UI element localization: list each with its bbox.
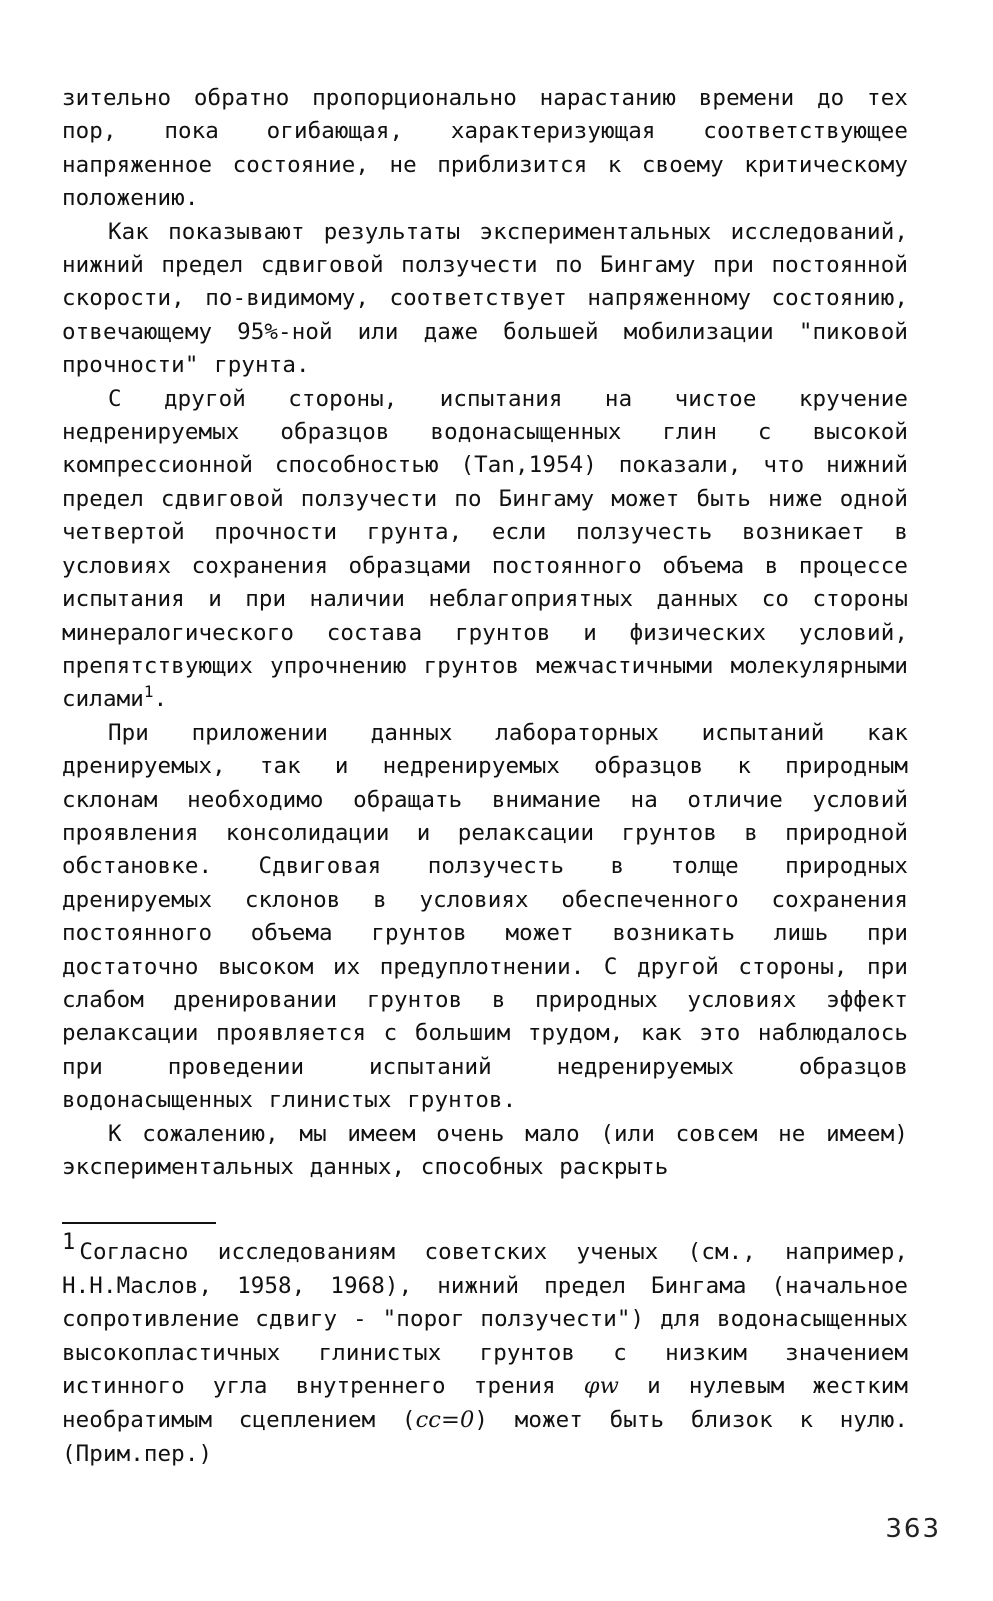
paragraph-3 <box>62 383 908 717</box>
footnote-part-3: ) может быть близок к нулю. (Прим.пер.) <box>62 1406 908 1467</box>
footnote-text <box>62 1230 909 1471</box>
main-text <box>62 82 908 1192</box>
paragraph-4: При приложении данных лабораторных испытаний как дренируемых, так и недренируемых образцов к природным склонам необходимо обращать внимание на отличие условий проявления консолидации и релаксации грунтов в природной обстановке. Сдвиговая ползучесть в толще природных дренируемых склонов в условиях обеспеченного сохранения постоянного объема грунтов может возникать лишь при достаточно высоком их предуплотнении. С другой стороны, при слабом дренировании грунтов в природных условиях эффект релаксации проявляется с большим трудом, как это наблюдалось при проведении испытаний недренируемых образцов водонасыщенных глинистых грунтов. <box>62 719 908 1114</box>
page-body <box>62 82 908 1192</box>
footnote-mark: 1 <box>62 1230 76 1255</box>
footnote-part-2: и нулевым жестким необратимым сцеплением ( <box>62 1373 909 1433</box>
paragraph-2: Как показывают результаты экспериментальных исследований, нижний предел сдвиговой ползучести по Бингаму при постоянной скорости, по-видимому, соответствует напряженному состоянию, отвечающему 95%-ной или даже большей мобилизации "пиковой прочности" грунта. <box>62 218 908 379</box>
footnote-divider <box>62 1222 216 1224</box>
phi-w-symbol: φw <box>583 1373 620 1400</box>
page-number: 363 <box>885 1514 941 1544</box>
footnote-part-1: Согласно исследованиям советских ученых (см., например, Н.Н.Маслов, 1958, 1968), нижний предел Бингама (начальное сопротивление сдвигу - "порог ползучести") для водонасыщенных высокопластичных глинистых грунтов с низким значением истинного угла внутреннего трения <box>62 1239 908 1400</box>
paragraph-3-text: С другой стороны, испытания на чистое кручение недренируемых образцов водонасыщенных глин с высокой компрессионной способностью (Tan,1954) показали, что нижний предел сдвиговой ползучести по Бингаму может быть ниже одной четвертой прочности грунта, если ползучесть возникает в условиях сохранения образцами постоянного объема в процессе испытания и при наличии неблагоприятных данных со стороны минералогического состава грунтов и физических условий, препятствующих упрочнению грунтов межчастичными молекулярными силами <box>62 385 908 713</box>
paragraph-1: зительно обратно пропорционально нарастанию времени до тех пор, пока огибающая, характеризующая соответствующее напряженное состояние, не приблизится к своему критическому положению. <box>62 85 908 212</box>
paragraph-5: К сожалению, мы имеем очень мало (или совсем не имеем) экспериментальных данных, способных раскрыть <box>62 1120 908 1180</box>
c-c-symbol: cc=0 <box>415 1406 475 1433</box>
footnote <box>62 1230 909 1471</box>
paragraph-3-end: . <box>153 686 168 713</box>
footnote-reference: 1 <box>143 682 154 702</box>
